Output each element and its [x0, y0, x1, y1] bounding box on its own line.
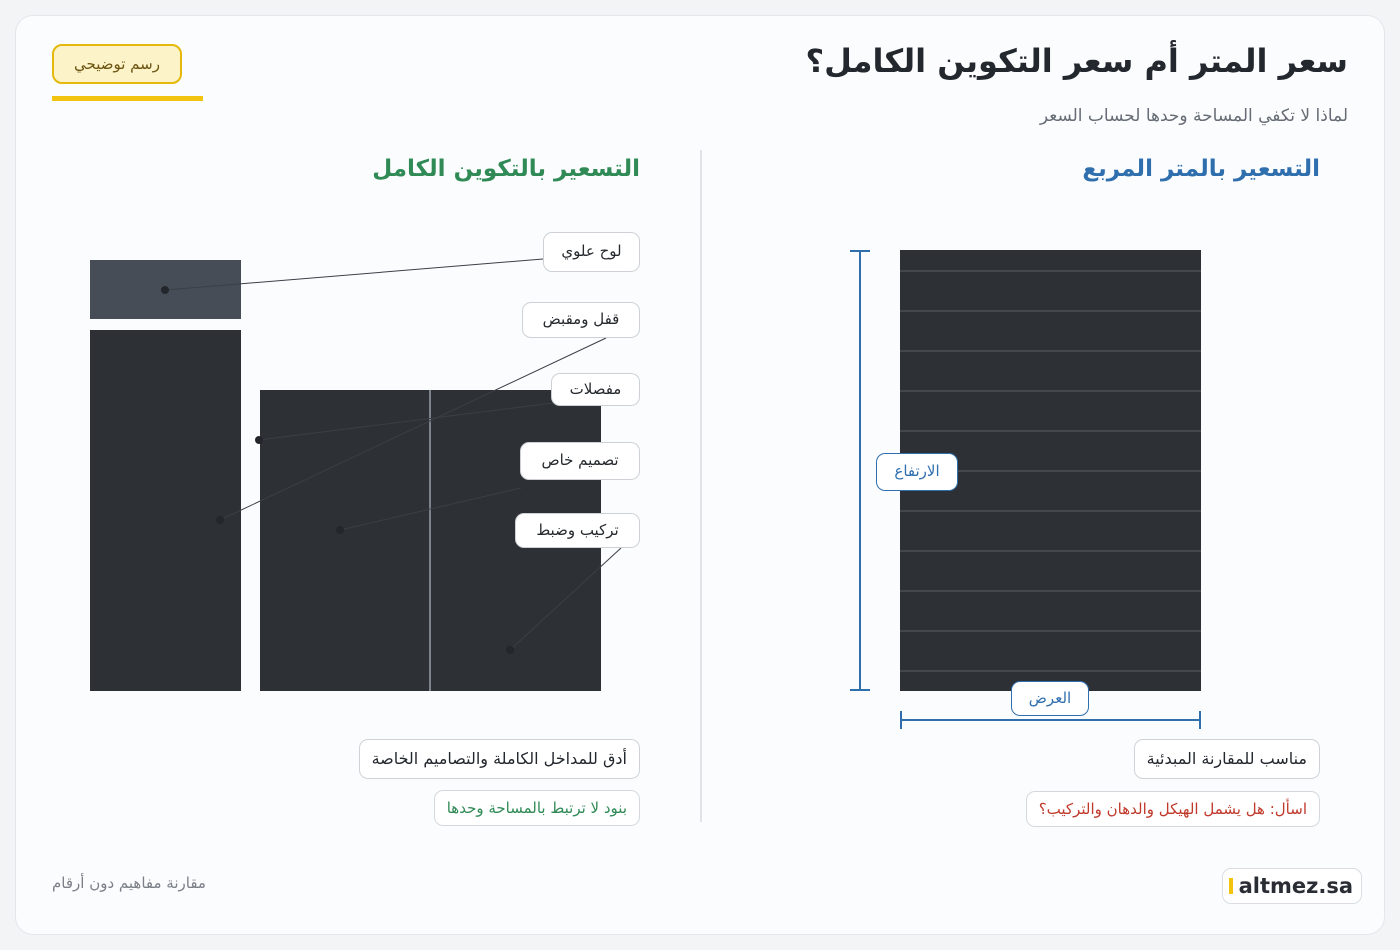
width-label: العرض	[1011, 681, 1089, 716]
dot-install	[506, 646, 514, 654]
callout-lock-handle: قفل ومقبض	[522, 302, 640, 338]
right-note-secondary: اسأل: هل يشمل الهيكل والدهان والتركيب؟	[1026, 791, 1320, 827]
dot-hinges	[255, 436, 263, 444]
brand-name: altmez.sa	[1238, 874, 1353, 898]
brand-accent-bar	[1229, 878, 1233, 894]
height-label: الارتفاع	[876, 453, 958, 491]
callout-hinges: مفصلات	[551, 373, 640, 406]
diagram-badge: رسم توضيحي	[52, 44, 182, 84]
right-section-title: التسعير بالمتر المربع	[1082, 156, 1320, 182]
left-note-main: أدق للمداخل الكاملة والتصاميم الخاصة	[359, 739, 640, 779]
page-title: سعر المتر أم سعر التكوين الكامل؟	[805, 42, 1348, 80]
height-dimension	[850, 251, 870, 690]
page-subtitle: لماذا لا تكفي المساحة وحدها لحساب السعر	[1039, 106, 1348, 126]
left-section-title: التسعير بالتكوين الكامل	[372, 156, 640, 182]
left-note-secondary: بنود لا ترتبط بالمساحة وحدها	[434, 790, 640, 826]
callout-top-panel: لوح علوي	[543, 232, 640, 272]
callout-installation: تركيب وضبط	[515, 513, 640, 548]
footer-note: مقارنة مفاهيم دون أرقام	[52, 874, 206, 892]
dot-lock	[216, 516, 224, 524]
dot-top-panel	[161, 286, 169, 294]
right-note-main: مناسب للمقارنة المبدئية	[1134, 739, 1320, 779]
dot-design	[336, 526, 344, 534]
brand-badge[interactable]	[1222, 868, 1362, 904]
side-panel-shape	[90, 330, 241, 691]
callout-custom-design: تصميم خاص	[520, 442, 640, 480]
